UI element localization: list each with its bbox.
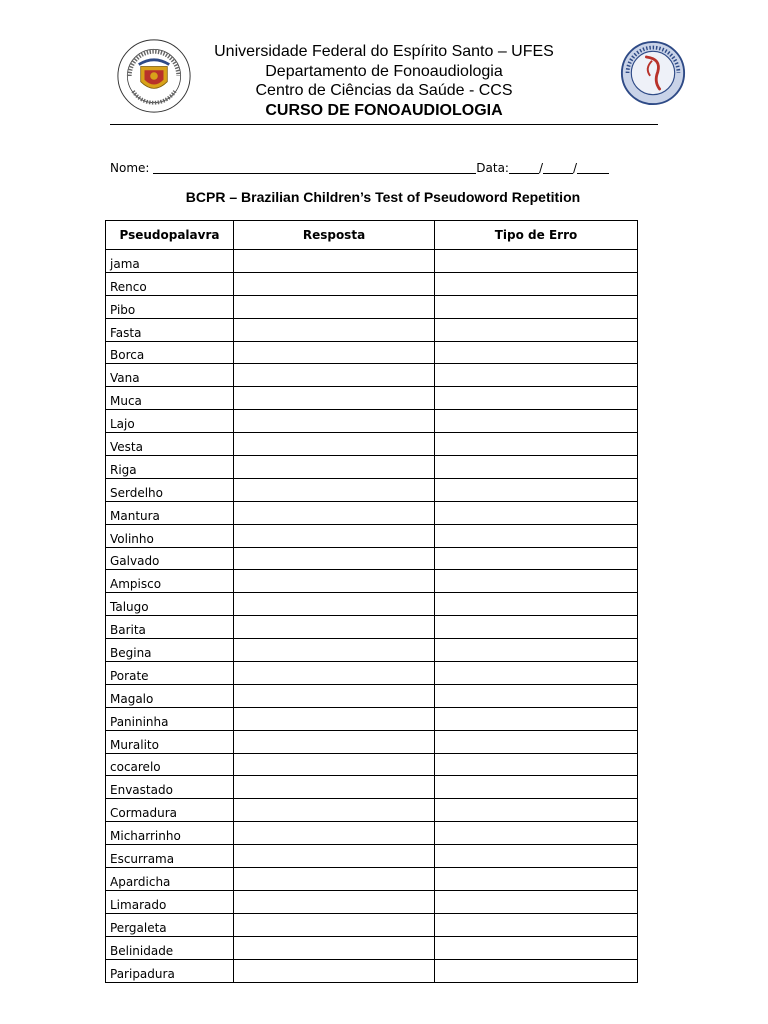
tipo-de-erro-cell[interactable] [435, 616, 638, 639]
resposta-cell[interactable] [234, 684, 435, 707]
pseudoword-cell: Begina [106, 639, 234, 662]
pseudoword-cell: Cormadura [106, 799, 234, 822]
pseudoword-cell: Galvado [106, 547, 234, 570]
department-name: Departamento de Fonoaudiologia [265, 62, 503, 80]
tipo-de-erro-cell[interactable] [435, 707, 638, 730]
tipo-de-erro-cell[interactable] [435, 799, 638, 822]
pseudoword-cell: Pergaleta [106, 913, 234, 936]
resposta-cell[interactable] [234, 639, 435, 662]
table-row [106, 730, 638, 753]
name-field[interactable] [153, 161, 476, 174]
resposta-cell[interactable] [234, 959, 435, 982]
tipo-de-erro-cell[interactable] [435, 868, 638, 891]
tipo-de-erro-cell[interactable] [435, 593, 638, 616]
resposta-cell[interactable] [234, 547, 435, 570]
resposta-cell[interactable] [234, 799, 435, 822]
resposta-cell[interactable] [234, 318, 435, 341]
table-body [106, 250, 638, 983]
table-row [106, 456, 638, 479]
pseudoword-cell: Lajo [106, 410, 234, 433]
table-row [106, 684, 638, 707]
table-row [106, 250, 638, 273]
name-date-line [110, 161, 630, 175]
pseudoword-cell: Magalo [106, 684, 234, 707]
table-row [106, 913, 638, 936]
pseudoword-cell: Barita [106, 616, 234, 639]
tipo-de-erro-cell[interactable] [435, 959, 638, 982]
pseudoword-cell: Renco [106, 272, 234, 295]
tipo-de-erro-cell[interactable] [435, 684, 638, 707]
pseudoword-cell: Envastado [106, 776, 234, 799]
pseudoword-cell: Muralito [106, 730, 234, 753]
resposta-cell[interactable] [234, 890, 435, 913]
name-label: Nome: [110, 161, 150, 175]
resposta-cell[interactable] [234, 524, 435, 547]
pseudoword-cell: Serdelho [106, 478, 234, 501]
tipo-de-erro-cell[interactable] [435, 822, 638, 845]
table-row [106, 845, 638, 868]
table-row [106, 433, 638, 456]
tipo-de-erro-cell[interactable] [435, 524, 638, 547]
tipo-de-erro-cell[interactable] [435, 478, 638, 501]
resposta-cell[interactable] [234, 730, 435, 753]
table-row [106, 890, 638, 913]
tipo-de-erro-cell[interactable] [435, 730, 638, 753]
pseudoword-cell: Borca [106, 341, 234, 364]
center-name: Centro de Ciências da Saúde - CCS [255, 82, 513, 99]
tipo-de-erro-cell[interactable] [435, 570, 638, 593]
pseudoword-cell: Riga [106, 456, 234, 479]
pseudoword-cell: Limarado [106, 890, 234, 913]
resposta-cell[interactable] [234, 616, 435, 639]
resposta-cell[interactable] [234, 250, 435, 273]
university-name: Universidade Federal do Espírito Santo – UFES [214, 43, 554, 60]
table-row [106, 593, 638, 616]
table-row [106, 959, 638, 982]
tipo-de-erro-cell[interactable] [435, 845, 638, 868]
table-row [106, 776, 638, 799]
date-separator: / [538, 161, 544, 175]
table-row [106, 501, 638, 524]
date-day-field[interactable] [509, 161, 539, 174]
tipo-de-erro-cell[interactable] [435, 250, 638, 273]
table-row [106, 547, 638, 570]
letterhead [110, 38, 658, 124]
pseudoword-cell: cocarelo [106, 753, 234, 776]
tipo-de-erro-cell[interactable] [435, 456, 638, 479]
pseudoword-table [105, 220, 638, 983]
tipo-de-erro-cell[interactable] [435, 890, 638, 913]
resposta-cell[interactable] [234, 593, 435, 616]
resposta-cell[interactable] [234, 410, 435, 433]
table-row [106, 410, 638, 433]
table-row [106, 662, 638, 685]
tipo-de-erro-cell[interactable] [435, 295, 638, 318]
test-title: BCPR – Brazilian Children’s Test of Pseudoword Repetition [185, 189, 581, 205]
date-month-field[interactable] [543, 161, 573, 174]
pseudoword-cell: Talugo [106, 593, 234, 616]
resposta-cell[interactable] [234, 387, 435, 410]
date-year-field[interactable] [577, 161, 609, 174]
pseudoword-cell: Vana [106, 364, 234, 387]
ufes-seal-logo [116, 38, 192, 114]
table-row [106, 272, 638, 295]
resposta-cell[interactable] [234, 845, 435, 868]
pseudoword-cell: Muca [106, 387, 234, 410]
table-row [106, 524, 638, 547]
resposta-cell[interactable] [234, 478, 435, 501]
tipo-de-erro-cell[interactable] [435, 410, 638, 433]
resposta-cell[interactable] [234, 936, 435, 959]
resposta-cell[interactable] [234, 272, 435, 295]
tipo-de-erro-cell[interactable] [435, 387, 638, 410]
table-row [106, 753, 638, 776]
tipo-de-erro-cell[interactable] [435, 936, 638, 959]
resposta-cell[interactable] [234, 707, 435, 730]
table-row [106, 707, 638, 730]
resposta-cell[interactable] [234, 776, 435, 799]
pseudoword-cell: Vesta [106, 433, 234, 456]
header-divider [110, 124, 658, 125]
table-row [106, 616, 638, 639]
resposta-cell[interactable] [234, 364, 435, 387]
tipo-de-erro-cell[interactable] [435, 272, 638, 295]
fonoaudiologia-logo [620, 40, 686, 106]
resposta-cell[interactable] [234, 822, 435, 845]
tipo-de-erro-cell[interactable] [435, 341, 638, 364]
pseudoword-cell: Paripadura [106, 959, 234, 982]
resposta-cell[interactable] [234, 753, 435, 776]
table-row [106, 318, 638, 341]
table-row [106, 570, 638, 593]
table-row [106, 639, 638, 662]
column-header-tipo-de-erro: Tipo de Erro [435, 221, 638, 250]
resposta-cell[interactable] [234, 433, 435, 456]
pseudoword-cell: Mantura [106, 501, 234, 524]
tipo-de-erro-cell[interactable] [435, 753, 638, 776]
resposta-cell[interactable] [234, 456, 435, 479]
tipo-de-erro-cell[interactable] [435, 364, 638, 387]
pseudoword-cell: Escurrama [106, 845, 234, 868]
pseudoword-cell: Fasta [106, 318, 234, 341]
resposta-cell[interactable] [234, 662, 435, 685]
table-row [106, 799, 638, 822]
tipo-de-erro-cell[interactable] [435, 501, 638, 524]
tipo-de-erro-cell[interactable] [435, 318, 638, 341]
column-header-resposta: Resposta [234, 221, 435, 250]
pseudoword-cell: Belinidade [106, 936, 234, 959]
table-row [106, 341, 638, 364]
resposta-cell[interactable] [234, 501, 435, 524]
resposta-cell[interactable] [234, 868, 435, 891]
date-label: Data: [476, 161, 509, 175]
pseudoword-cell: Volinho [106, 524, 234, 547]
table-row [106, 822, 638, 845]
resposta-cell[interactable] [234, 913, 435, 936]
tipo-de-erro-cell[interactable] [435, 639, 638, 662]
pseudoword-cell: Ampisco [106, 570, 234, 593]
tipo-de-erro-cell[interactable] [435, 776, 638, 799]
pseudoword-cell: Apardicha [106, 868, 234, 891]
resposta-cell[interactable] [234, 295, 435, 318]
table-row [106, 295, 638, 318]
letterhead-text [184, 42, 584, 120]
resposta-cell[interactable] [234, 570, 435, 593]
date-separator: / [573, 161, 578, 175]
pseudoword-cell: Pibo [106, 295, 234, 318]
pseudoword-cell: Panininha [106, 707, 234, 730]
tipo-de-erro-cell[interactable] [435, 547, 638, 570]
pseudoword-cell: jama [106, 250, 234, 273]
table-row [106, 868, 638, 891]
tipo-de-erro-cell[interactable] [435, 913, 638, 936]
table-row [106, 936, 638, 959]
column-header-pseudopalavra: Pseudopalavra [106, 221, 234, 250]
pseudoword-cell: Porate [106, 662, 234, 685]
table-row [106, 478, 638, 501]
resposta-cell[interactable] [234, 341, 435, 364]
course-name: CURSO DE FONOAUDIOLOGIA [265, 101, 503, 119]
tipo-de-erro-cell[interactable] [435, 433, 638, 456]
pseudoword-cell: Micharrinho [106, 822, 234, 845]
tipo-de-erro-cell[interactable] [435, 662, 638, 685]
table-row [106, 364, 638, 387]
table-row [106, 387, 638, 410]
table-header-row [106, 221, 638, 250]
